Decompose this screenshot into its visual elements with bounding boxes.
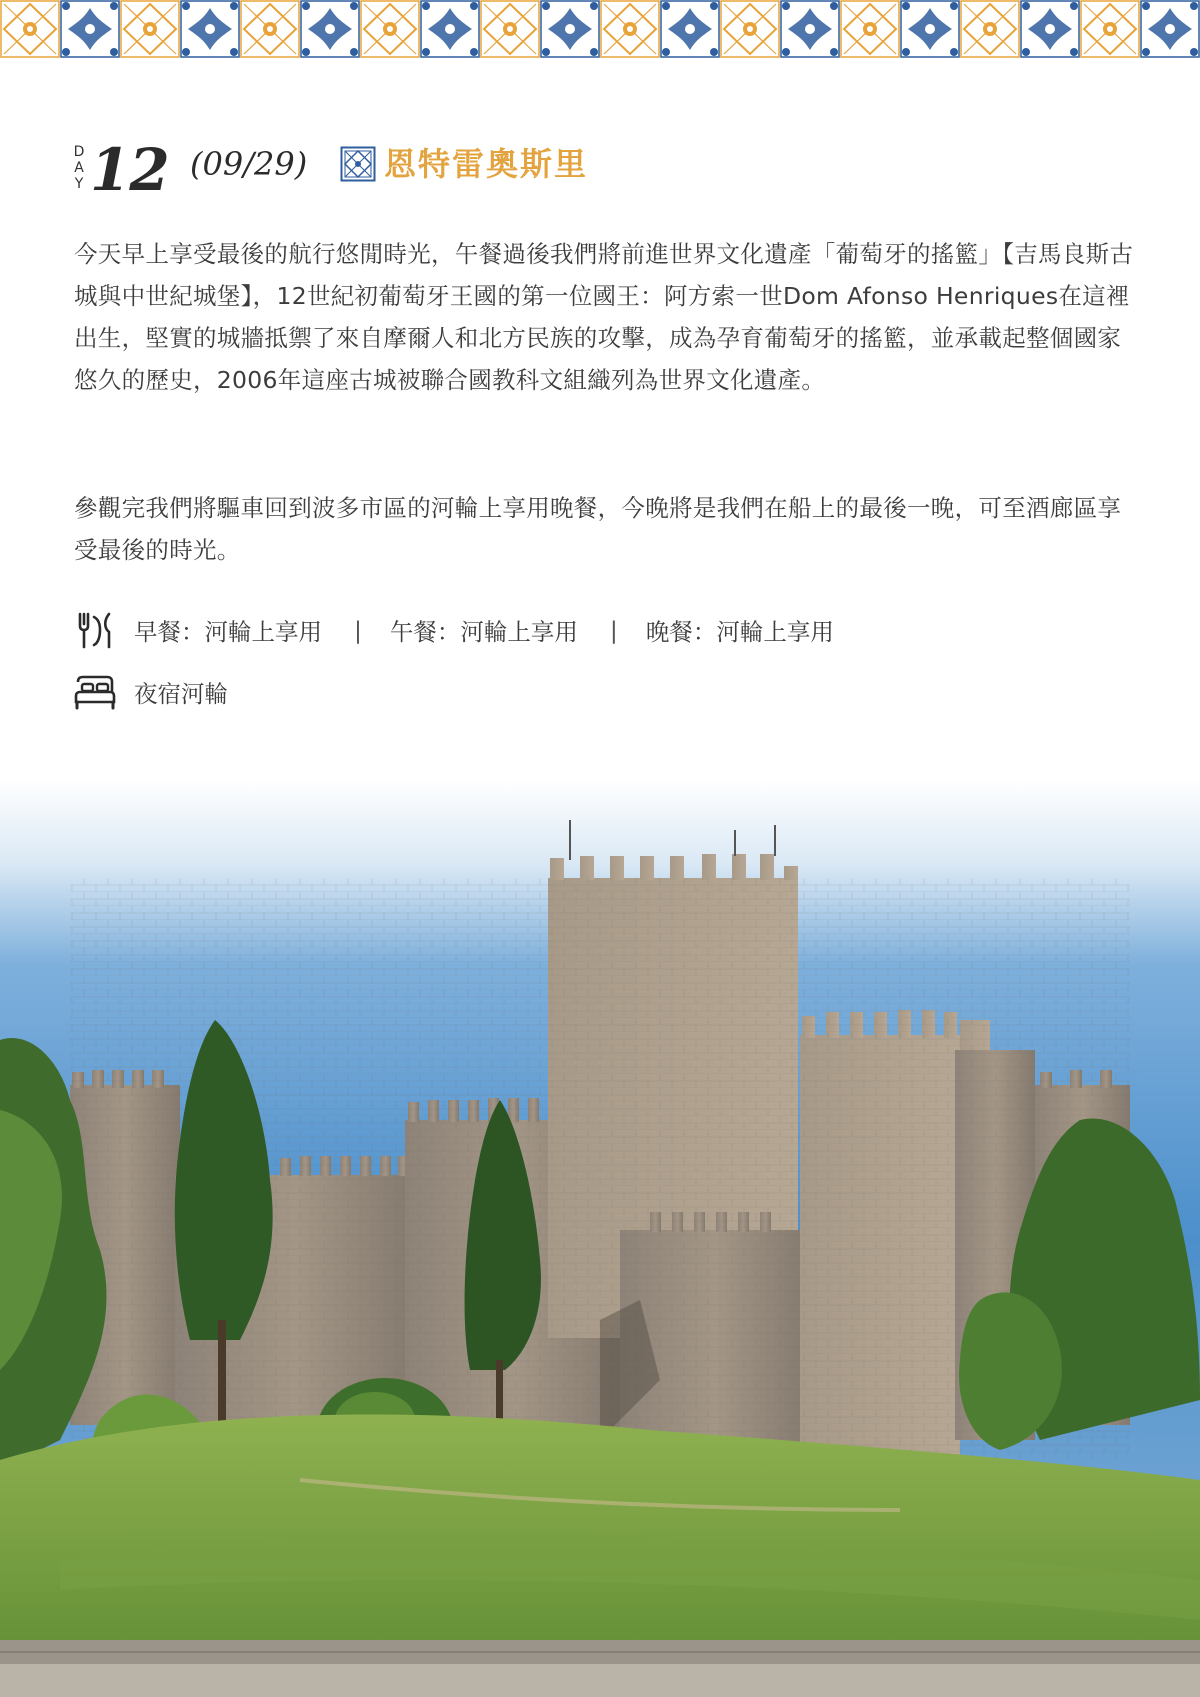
day-label-letter: Y bbox=[74, 176, 84, 192]
day-label bbox=[72, 144, 86, 200]
separator: | bbox=[609, 616, 618, 644]
day-label-letter: A bbox=[74, 160, 84, 176]
day-number: 12 bbox=[90, 136, 169, 204]
tile-ornament bbox=[300, 0, 360, 58]
castle-photo bbox=[0, 780, 1200, 1697]
day-number-heading bbox=[72, 136, 169, 204]
tile-ornament bbox=[840, 0, 900, 58]
dining-icon bbox=[74, 610, 114, 650]
tile-icon bbox=[340, 146, 376, 182]
lodging-row bbox=[74, 670, 228, 714]
tile-ornament bbox=[1140, 0, 1200, 58]
breakfast-info: 早餐：河輪上享用 bbox=[134, 618, 322, 646]
tile-ornament bbox=[540, 0, 600, 58]
tile-ornament bbox=[120, 0, 180, 58]
itinerary-paragraph: 今天早上享受最後的航行悠閒時光，午餐過後我們將前進世界文化遺產「葡萄牙的搖籃」【吉馬良斯古城與中世紀城堡】，12世紀初葡萄牙王國的第一位國王：阿方索一世Dom Afonso Henriques在這裡出生，堅實的城牆抵禦了來自摩爾人和北方民族的攻擊，成為孕育葡萄牙的搖籃，並承載起整個國家悠久的歷史，2006年這座古城被聯合國教科文組織列為世界文化遺產。 bbox=[74, 240, 1134, 394]
day-label-letter: D bbox=[73, 144, 85, 160]
tile-ornament bbox=[780, 0, 840, 58]
tile-ornament bbox=[360, 0, 420, 58]
lunch-info: 午餐：河輪上享用 bbox=[389, 618, 578, 646]
tile-ornament bbox=[480, 0, 540, 58]
dinner-info: 晚餐：河輪上享用 bbox=[645, 618, 834, 646]
tile-ornament bbox=[60, 0, 120, 58]
tile-ornament bbox=[660, 0, 720, 58]
tile-ornament bbox=[0, 0, 60, 58]
itinerary-paragraph: 參觀完我們將驅車回到波多市區的河輪上享用晚餐，今晚將是我們在船上的最後一晚，可至酒廊區享受最後的時光。 bbox=[74, 494, 1122, 564]
tile-ornament bbox=[720, 0, 780, 58]
decorative-tile-border bbox=[0, 0, 1200, 58]
bed-icon bbox=[74, 672, 114, 712]
tile-ornament bbox=[240, 0, 300, 58]
day-date: (09/29) bbox=[190, 145, 308, 183]
separator: | bbox=[354, 616, 362, 644]
tile-ornament bbox=[180, 0, 240, 58]
tile-ornament bbox=[600, 0, 660, 58]
day-title: 恩特雷奧斯里 bbox=[384, 145, 589, 183]
meals-row bbox=[74, 608, 834, 652]
tile-ornament bbox=[960, 0, 1020, 58]
lodging-text: 夜宿河輪 bbox=[134, 680, 228, 708]
tile-ornament bbox=[1020, 0, 1080, 58]
tile-ornament bbox=[1080, 0, 1140, 58]
tile-ornament bbox=[900, 0, 960, 58]
tile-ornament bbox=[420, 0, 480, 58]
